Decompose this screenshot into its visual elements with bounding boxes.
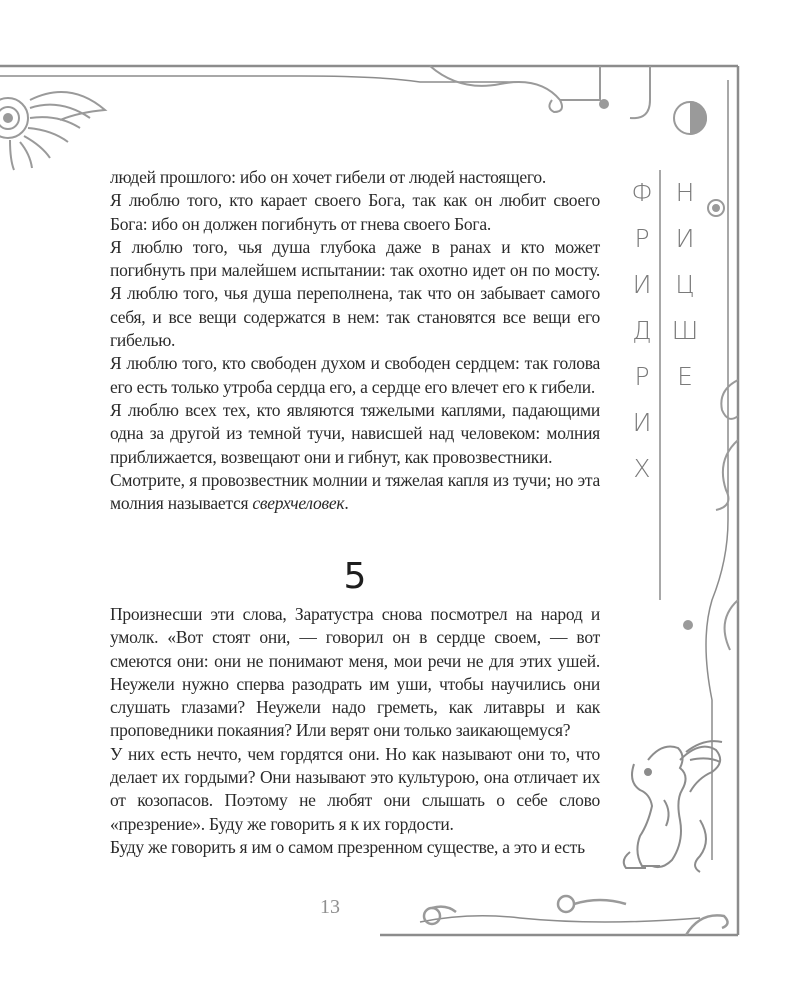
chapter-number: 5	[343, 556, 367, 597]
author-last-name-letter: Ц	[675, 270, 695, 299]
frame-right-inner-line	[706, 80, 728, 860]
author-first-name-letter: И	[632, 408, 652, 437]
paragraph: У них есть нечто, чем гордятся они. Но как называют они то, что делает их гордыми? Они называют это культурою, она отличает их от козопасов. Поэтому не любят они слышать о себе слово «презрение». Буду же говорить я к их гордости.	[110, 743, 600, 834]
top-swirl-ornament	[430, 66, 706, 134]
author-last-name-vertical	[670, 170, 700, 400]
emphasized-word: сверхчеловек	[252, 493, 345, 514]
author-first-name-vertical	[627, 170, 657, 492]
paragraph-with-emphasis	[110, 469, 600, 516]
author-first-name-letter: Х	[633, 454, 651, 483]
paragraph: Буду же говорить я им о самом презренном существе, а это и есть	[110, 836, 585, 857]
griffin-illustration	[624, 741, 722, 872]
paragraph-text: Смотрите, я провозвестник молнии и тяжелая капля из тучи; но эта молния называется	[110, 469, 600, 514]
author-first-name-letter: Р	[634, 362, 650, 391]
paragraph: Я люблю того, кто свободен духом и свободен сердцем: так голова его есть только утроба сердца его, а сердце его влечет его к гибели.	[110, 353, 600, 397]
paragraph: Я люблю того, чья душа глубока даже в ранах и кто может погибнуть при малейшем испытании: так охотно идет он по мосту. Я люблю того, чья душа переполнена, так что он забывает самого себя, и все вещи содержатся в нем: так становятся все вещи его гибелью.	[110, 236, 600, 351]
author-first-name-letter: Р	[634, 224, 650, 253]
frame-top-inner-line	[0, 76, 520, 82]
author-last-name-letter: И	[675, 224, 695, 253]
text-block-bottom	[110, 603, 600, 859]
paragraph: Я люблю того, кто карает своего Бога, так как он любит своего Бога: ибо он должен погибнуть от гнева своего Бога.	[110, 190, 600, 234]
author-last-name-letter: Н	[675, 178, 695, 207]
author-last-name-letter: Ш	[671, 316, 699, 345]
author-first-name-letter: Ф	[631, 178, 653, 207]
frame-bottom-inner-line	[420, 916, 700, 922]
author-first-name-letter: Д	[632, 316, 652, 345]
author-last-name-letter: Е	[677, 362, 693, 391]
paragraph: Произнесши эти слова, Заратустра снова посмотрел на народ и умолк. «Вот стоят они, — говорил он в сердце своем, — вот смеются они: они не понимают меня, мои речи не для этих ушей. Неужели нужно сперва разодрать им уши, чтобы научились они слушать глазами? Неужели надо греметь, как литавры и как проповедники покаяния? Или верят они только заикающемуся?	[110, 604, 600, 741]
winged-sun-emblem	[0, 92, 105, 170]
paragraph: Я люблю всех тех, кто являются тяжелыми каплями, падающими одна за другой из темной тучи, нависшей над человеком: молния приближается, возвещают они и гибнут, как провозвестники.	[110, 399, 600, 467]
author-first-name-letter: И	[632, 270, 652, 299]
text-block-top	[110, 166, 600, 515]
paragraph: людей прошлого: ибо он хочет гибели от людей настоящего.	[110, 167, 546, 187]
page-number: 13	[320, 896, 340, 918]
paragraph-end-punctuation: .	[344, 493, 349, 514]
